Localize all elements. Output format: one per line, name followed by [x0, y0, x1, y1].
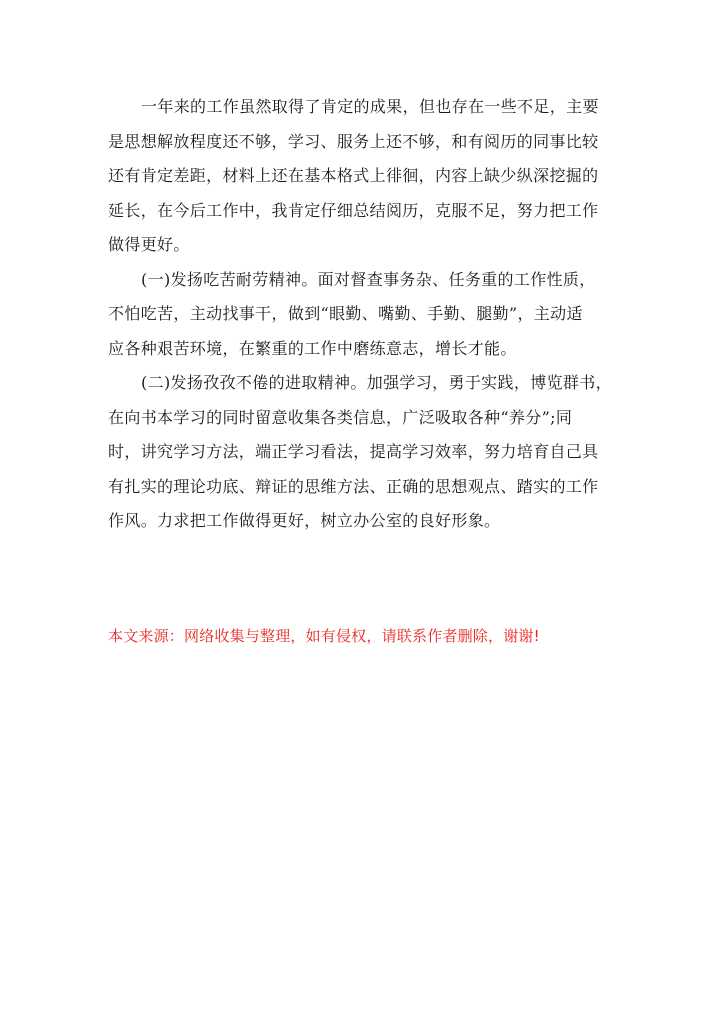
- document-body: [108, 90, 616, 539]
- paragraph-line: 在向书本学习的同时留意收集各类信息，广泛吸取各种“养分”;同: [108, 407, 573, 427]
- paragraph-point-one: [108, 263, 616, 367]
- paragraph-line: 不怕吃苦，主动找事干，做到“眼勤、嘴勤、手勤、腿勤”，主动适: [108, 304, 583, 323]
- paragraph-summary: [108, 90, 616, 263]
- paragraph-line: 做得更好。: [108, 235, 190, 254]
- paragraph-point-two: [108, 366, 616, 539]
- paragraph-line: 还有肯定差距，材料上还在基本格式上徘徊，内容上缺少纵深挖掘的: [108, 166, 599, 185]
- source-note: 本文来源：网络收集与整理，如有侵权，请联系作者删除，谢谢!: [108, 627, 540, 645]
- paragraph-line: 作风。力求把工作做得更好，树立办公室的良好形象。: [108, 511, 501, 530]
- paragraph-line: 时，讲究学习方法，端正学习看法，提高学习效率，努力培育自己具: [108, 442, 599, 461]
- paragraph-line: (二)发扬孜孜不倦的进取精神。加强学习，勇于实践，博览群书，: [141, 373, 612, 392]
- paragraph-line: 是思想解放程度还不够，学习、服务上还不够，和有阅历的同事比较: [108, 131, 599, 151]
- paragraph-line: 应各种艰苦环境，在繁重的工作中磨练意志，增长才能。: [108, 338, 517, 358]
- paragraph-line: 一年来的工作虽然取得了肯定的成果，但也存在一些不足，主要: [141, 97, 599, 116]
- paragraph-line: (一)发扬吃苦耐劳精神。面对督查事务杂、任务重的工作性质，: [141, 269, 596, 289]
- paragraph-line: 有扎实的理论功底、辩证的思维方法、正确的思想观点、踏实的工作: [108, 476, 599, 496]
- paragraph-line: 延长，在今后工作中，我肯定仔细总结阅历，克服不足，努力把工作: [108, 200, 599, 220]
